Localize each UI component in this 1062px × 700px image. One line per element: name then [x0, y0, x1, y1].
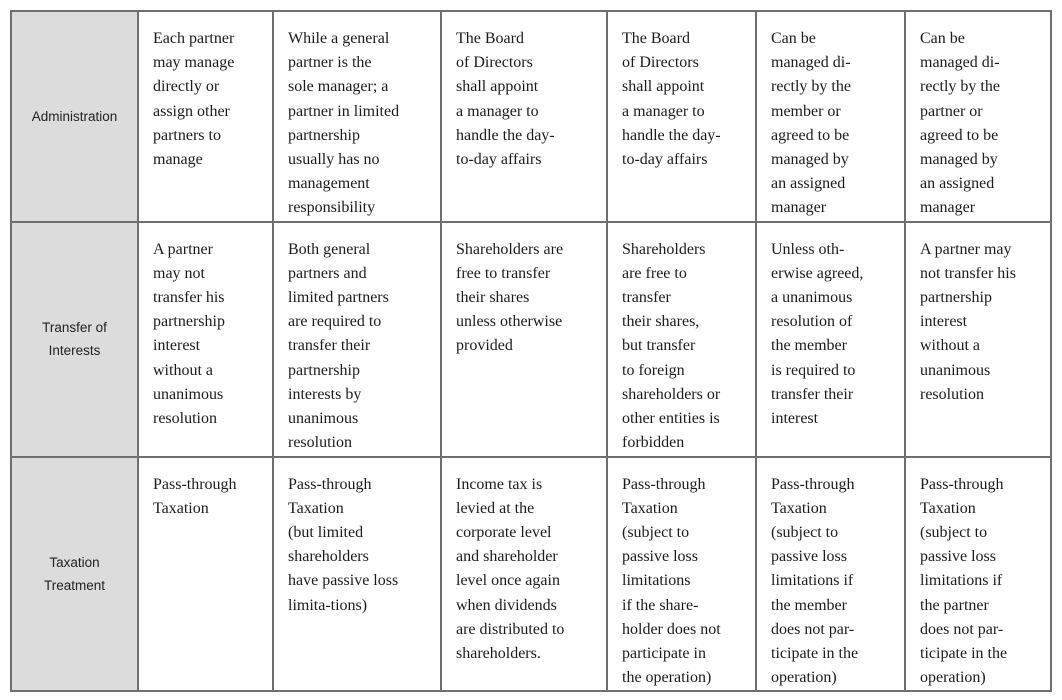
table-cell: Unless oth- erwise agreed, a unanimous resolution of the member is required to transfer their interest [756, 222, 905, 457]
table-cell: Can be managed di- rectly by the member or agreed to be managed by an assigned manager [756, 11, 905, 222]
table-row-transfer-of-interests [11, 222, 1051, 457]
table-cell: Pass-through Taxation (but limited shareholders have passive loss limita-tions) [273, 457, 441, 692]
row-header-transfer-of-interests: Transfer of Interests [11, 222, 138, 457]
table-row-administration [11, 11, 1051, 222]
table-cell: A partner may not transfer his partnership interest without a unanimous resolution [138, 222, 273, 457]
row-header-taxation-treatment: Taxation Treatment [11, 457, 138, 692]
table-cell: Each partner may manage directly or assign other partners to manage [138, 11, 273, 222]
row-header-administration: Administration [11, 11, 138, 222]
table-cell: Pass-through Taxation (subject to passive loss limitations if the partner does not par- ticipate in the operation) [905, 457, 1051, 692]
table-cell: While a general partner is the sole manager; a partner in limited partnership usually has no management responsibility [273, 11, 441, 222]
table-cell: Both general partners and limited partners are required to transfer their partnership interests by unanimous resolution [273, 222, 441, 457]
table-cell: Shareholders are free to transfer their shares, but transfer to foreign shareholders or other entities is forbidden [607, 222, 756, 457]
table-row-taxation-treatment [11, 457, 1051, 692]
table-cell: Can be managed di- rectly by the partner or agreed to be managed by an assigned manager [905, 11, 1051, 222]
table-cell: Shareholders are free to transfer their shares unless otherwise provided [441, 222, 607, 457]
table-cell: The Board of Directors shall appoint a manager to handle the day- to-day affairs [607, 11, 756, 222]
table-cell: Pass-through Taxation [138, 457, 273, 692]
comparison-table [10, 10, 1052, 692]
table-cell: A partner may not transfer his partnership interest without a unanimous resolution [905, 222, 1051, 457]
table-cell: The Board of Directors shall appoint a manager to handle the day- to-day affairs [441, 11, 607, 222]
table-cell: Pass-through Taxation (subject to passive loss limitations if the share- holder does not participate in the operation) [607, 457, 756, 692]
table-cell: Pass-through Taxation (subject to passive loss limitations if the member does not par- ticipate in the operation) [756, 457, 905, 692]
table-cell: Income tax is levied at the corporate level and shareholder level once again when dividends are distributed to shareholders. [441, 457, 607, 692]
